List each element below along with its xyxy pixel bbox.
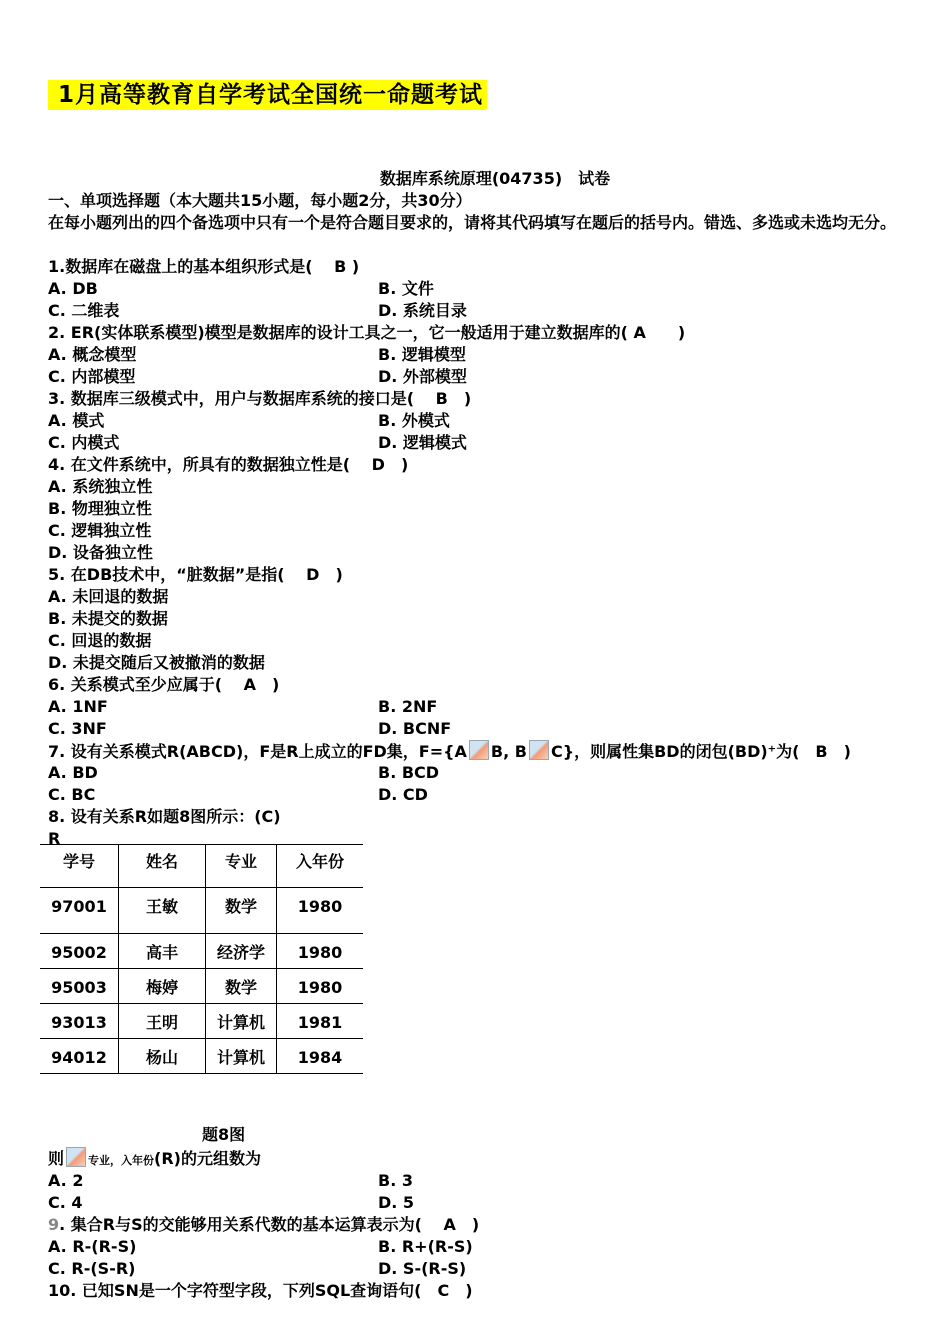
- table-cell: 经济学: [206, 934, 277, 969]
- q7-option-c: C. BC: [48, 785, 96, 804]
- q8-ask: [48, 1147, 261, 1172]
- q7-stem-post: C}，则属性集BD的闭包(BD)⁺为( B ): [550, 742, 851, 761]
- header-cell: 专业: [206, 845, 277, 888]
- q2-stem: 2. ER(实体联系模型)模型是数据库的设计工具之一，它一般适用于建立数据库的( A ): [48, 323, 686, 342]
- table-row: [40, 969, 363, 1004]
- relation-r-table: [40, 844, 363, 1074]
- q6-option-d: D. BCNF: [378, 719, 452, 738]
- q2-option-d: D. 外部模型: [378, 367, 467, 386]
- q4-stem: 4. 在文件系统中，所具有的数据独立性是( D ): [48, 455, 409, 474]
- table-row: [40, 934, 363, 969]
- q1-option-d: D. 系统目录: [378, 301, 467, 320]
- figure-caption: 题8图: [202, 1125, 246, 1144]
- section-heading: 一、单项选择题（本大题共15小题，每小题2分，共30分）: [48, 191, 472, 210]
- table-cell: 1980: [277, 969, 364, 1004]
- table-cell: 95003: [40, 969, 119, 1004]
- table-cell: 梅婷: [119, 969, 206, 1004]
- table-cell: 95002: [40, 934, 119, 969]
- projection-image-icon: [66, 1147, 86, 1167]
- q1-option-a: A. DB: [48, 279, 98, 298]
- q5-option-d: D. 未提交随后又被撤消的数据: [48, 653, 265, 672]
- table-cell: 计算机: [206, 1039, 277, 1074]
- q9-option-d: D. S-(R-S): [378, 1259, 467, 1278]
- q8-option-d: D. 5: [378, 1193, 415, 1212]
- arrow-image-icon: [469, 740, 489, 760]
- q5-stem: 5. 在DB技术中，“脏数据”是指( D ): [48, 565, 343, 584]
- table-cell: 杨山: [119, 1039, 206, 1074]
- instructions: 在每小题列出的四个备选项中只有一个是符合题目要求的，请将其代码填写在题后的括号内。错选、多选或未选均无分。: [48, 213, 897, 232]
- table-cell: 数学: [206, 969, 277, 1004]
- table-cell: 高丰: [119, 934, 206, 969]
- table-cell: 王明: [119, 1004, 206, 1039]
- q9-option-b: B. R+(R-S): [378, 1237, 473, 1256]
- exam-title: 数据库系统原理(04735) 试卷: [379, 169, 611, 188]
- q7-option-b: B. BCD: [378, 763, 440, 782]
- q3-option-c: C. 内模式: [48, 433, 120, 452]
- q3-option-a: A. 模式: [48, 411, 105, 430]
- q8-ask-post: (R)的元组数为: [154, 1149, 261, 1168]
- table-row: [40, 1004, 363, 1039]
- q2-option-a: A. 概念模型: [48, 345, 137, 364]
- q4-option-d: D. 设备独立性: [48, 543, 153, 562]
- q9-option-a: A. R-(R-S): [48, 1237, 137, 1256]
- q8-option-b: B. 3: [378, 1171, 413, 1190]
- q9-stem: [48, 1214, 479, 1236]
- q3-stem: 3. 数据库三级模式中，用户与数据库系统的接口是( B ): [48, 389, 472, 408]
- header-cell: 姓名: [119, 845, 206, 888]
- table-cell: 94012: [40, 1039, 119, 1074]
- table-row: [40, 1039, 363, 1074]
- q8-option-a: A. 2: [48, 1171, 84, 1190]
- q8-ask-pre: 则: [48, 1149, 65, 1168]
- table-cell: 计算机: [206, 1004, 277, 1039]
- q5-option-a: A. 未回退的数据: [48, 587, 169, 606]
- q2-option-b: B. 逻辑模型: [378, 345, 466, 364]
- q3-option-d: D. 逻辑模式: [378, 433, 467, 452]
- q9-option-c: C. R-(S-R): [48, 1259, 136, 1278]
- page-headline: 1月高等教育自学考试全国统一命题考试: [48, 80, 487, 110]
- q7-stem-mid: B, B: [490, 742, 527, 761]
- q5-option-c: C. 回退的数据: [48, 631, 152, 650]
- q7-option-a: A. BD: [48, 763, 98, 782]
- q6-option-c: C. 3NF: [48, 719, 107, 738]
- q2-option-c: C. 内部模型: [48, 367, 136, 386]
- table-row: [40, 888, 363, 934]
- q8-ask-subscript: 专业，入年份: [88, 1154, 155, 1167]
- q9-stem-text: . 集合R与S的交能够用关系代数的基本运算表示为( A ): [59, 1215, 480, 1234]
- q1-option-c: C. 二维表: [48, 301, 120, 320]
- table-cell: 1981: [277, 1004, 364, 1039]
- table-cell: 王敏: [119, 888, 206, 934]
- q1-option-b: B. 文件: [378, 279, 434, 298]
- q7-option-d: D. CD: [378, 785, 428, 804]
- q6-option-a: A. 1NF: [48, 697, 108, 716]
- q10-stem: 10. 已知SN是一个字符型字段，下列SQL查询语句( C ): [48, 1281, 473, 1300]
- table-cell: 1984: [277, 1039, 364, 1074]
- q8-relation-name: R: [48, 829, 61, 848]
- q8-option-c: C. 4: [48, 1193, 83, 1212]
- header-cell: 入年份: [277, 845, 364, 888]
- header-cell: 学号: [40, 845, 119, 888]
- q8-stem: 8. 设有关系R如题8图所示：(C): [48, 807, 281, 826]
- table-cell: 1980: [277, 888, 364, 934]
- table-cell: 数学: [206, 888, 277, 934]
- q1-stem: 1.数据库在磁盘上的基本组织形式是( B ): [48, 257, 360, 276]
- q7-stem-pre: 7. 设有关系模式R(ABCD)，F是R上成立的FD集，F={A: [48, 742, 467, 761]
- table-cell: 97001: [40, 888, 119, 934]
- q6-stem: 6. 关系模式至少应属于( A ): [48, 675, 280, 694]
- table-cell: 93013: [40, 1004, 119, 1039]
- q6-option-b: B. 2NF: [378, 697, 438, 716]
- q9-number: 9: [48, 1215, 60, 1234]
- q5-option-b: B. 未提交的数据: [48, 609, 168, 628]
- table-cell: 1980: [277, 934, 364, 969]
- table-header-row: [40, 845, 363, 888]
- q7-stem: [48, 740, 851, 763]
- q3-option-b: B. 外模式: [378, 411, 450, 430]
- q4-option-a: A. 系统独立性: [48, 477, 153, 496]
- q4-option-c: C. 逻辑独立性: [48, 521, 152, 540]
- q4-option-b: B. 物理独立性: [48, 499, 152, 518]
- arrow-image-icon: [529, 740, 549, 760]
